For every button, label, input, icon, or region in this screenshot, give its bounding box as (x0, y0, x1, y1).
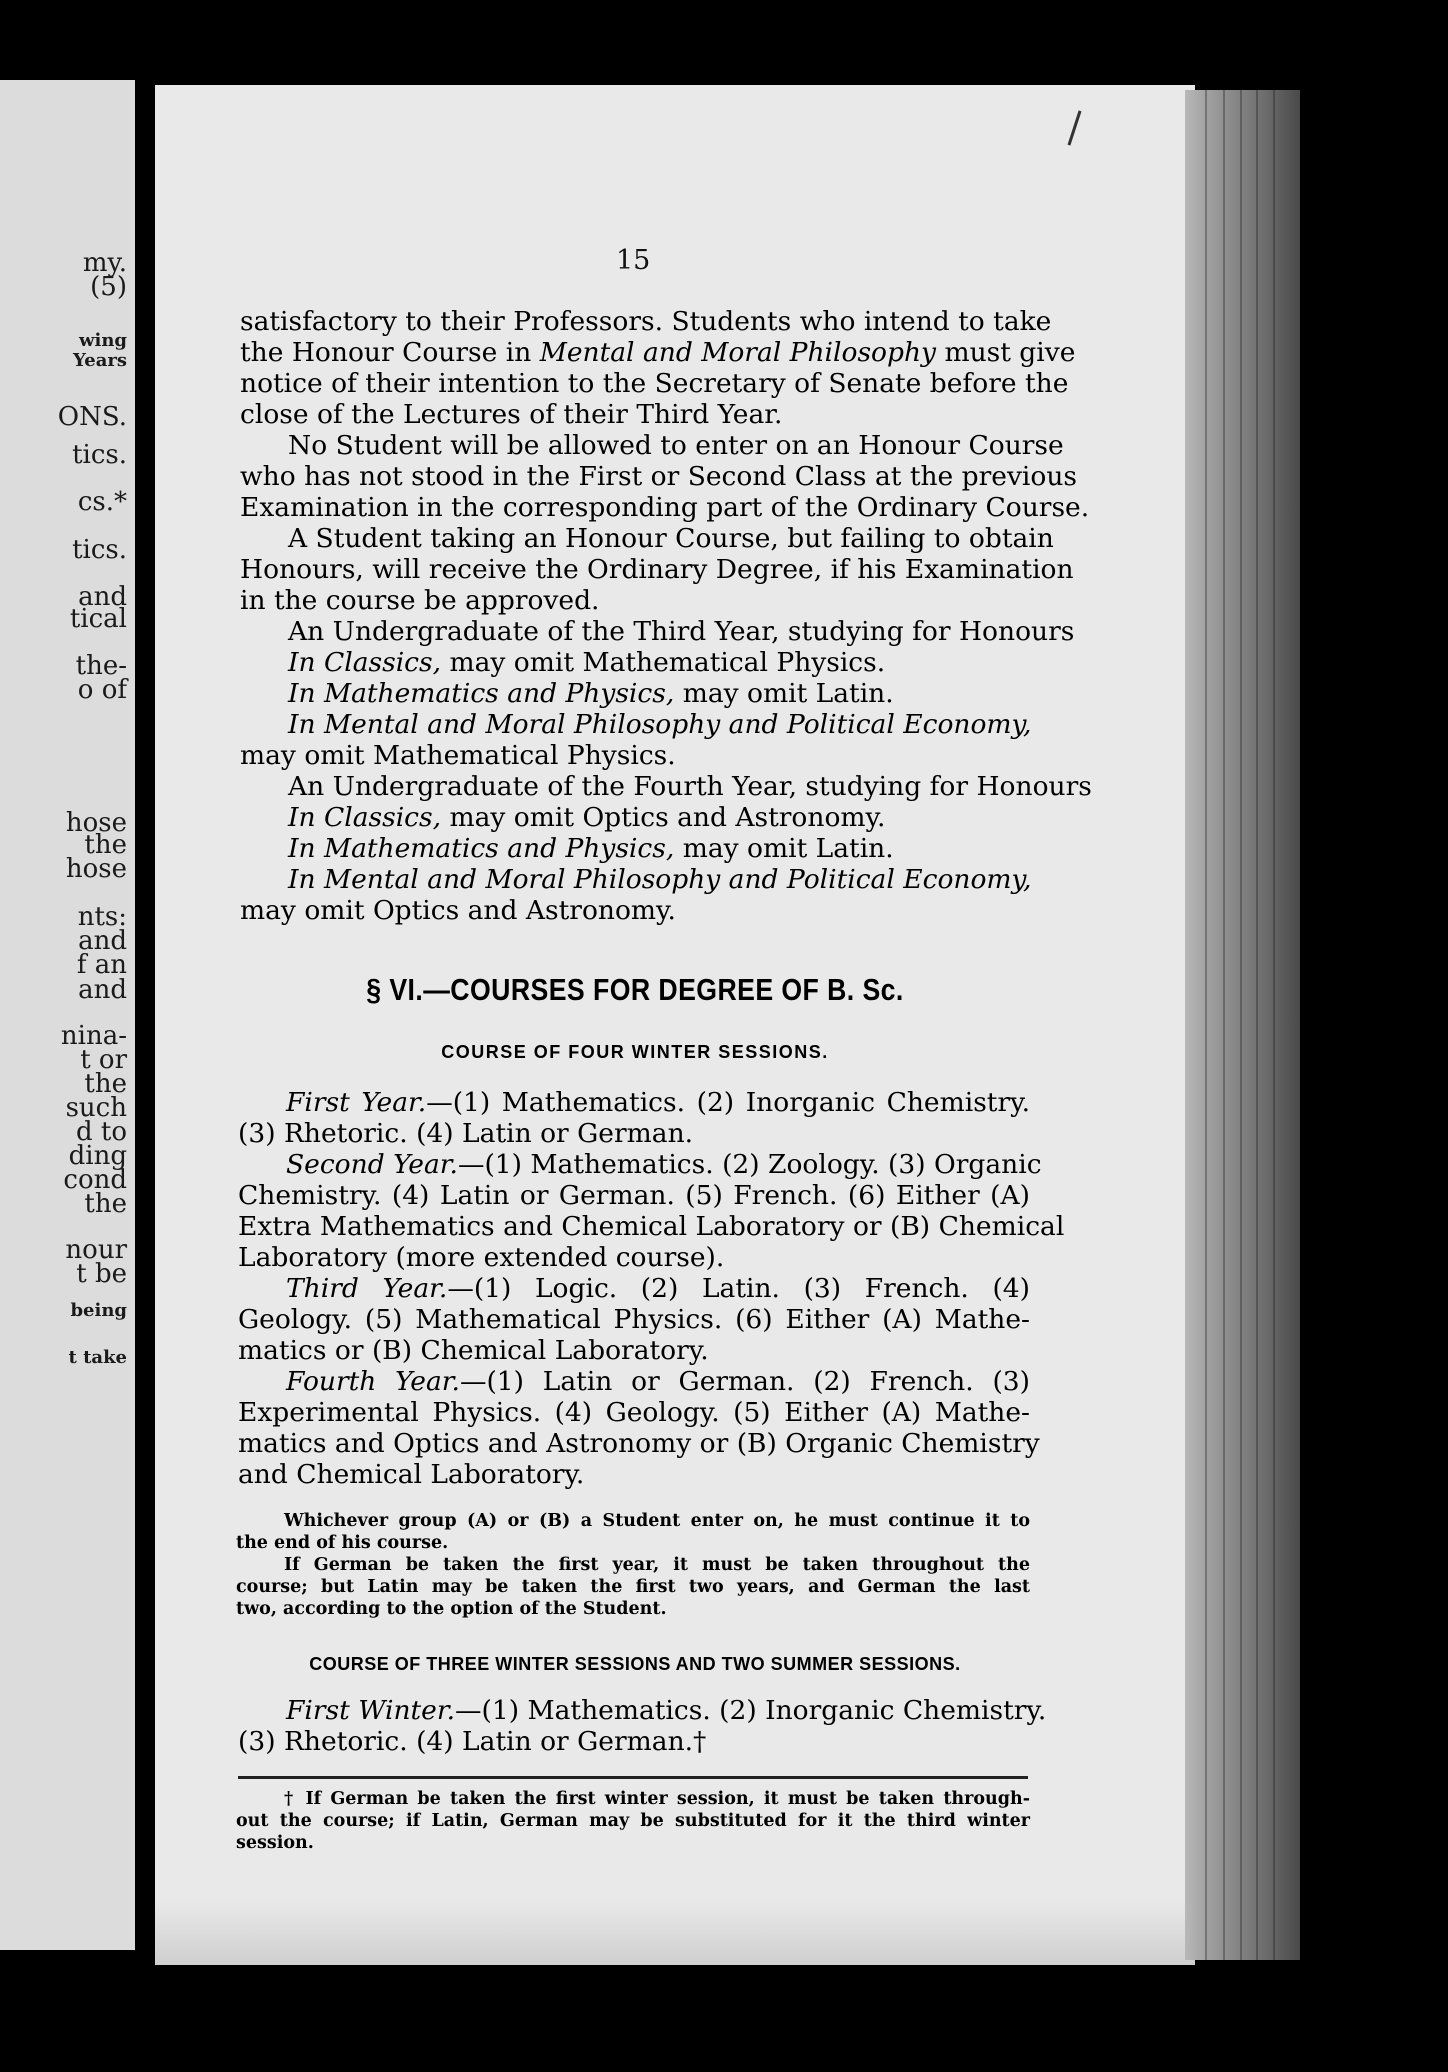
left-page-text-fragment: hose (65, 808, 127, 838)
second-year-line: Laboratory (more extended course). (238, 1242, 725, 1273)
fourth-year-line: and Chemical Laboratory. (238, 1459, 585, 1490)
math-label: In Mathematics and Physics, (288, 678, 675, 709)
fourth-year-line (238, 1366, 1030, 1397)
note-line: course; but Latin may be taken the first two years, and German the last (236, 1577, 1030, 1597)
first-winter-text: —(1) Mathematics. (2) Inorganic Chemistry. (455, 1695, 1047, 1726)
para3-line: in the course be approved. (240, 585, 600, 616)
third-year-mental-text: may omit Mathematical Physics. (240, 740, 676, 771)
classics-text: may omit Mathematical Physics. (441, 647, 886, 678)
first-winter-line: (3) Rhetoric. (4) Latin or German.† (238, 1726, 707, 1757)
second-year-line (238, 1149, 1042, 1180)
fourth-year-mental-text: may omit Optics and Astronomy. (240, 895, 676, 926)
para2-line: who has not stood in the First or Second Class at the previous (240, 461, 1078, 492)
fourth-year-line: matics and Optics and Astronomy or (B) Organic Chemistry (238, 1428, 1040, 1459)
first-year-label: First Year. (286, 1087, 427, 1118)
left-page-text-fragment: tical (69, 604, 127, 634)
third-year-line: Geology. (5) Mathematical Physics. (6) Either (A) Mathe- (238, 1304, 1030, 1335)
left-page-text-fragment: my. (82, 248, 127, 278)
left-page-text-fragment: nina- (60, 1021, 127, 1051)
left-page-text-fragment: such (65, 1093, 127, 1123)
left-page-text-fragment: ONS. (57, 402, 127, 432)
para3-line: Honours, will receive the Ordinary Degree, if his Examination (240, 554, 1074, 585)
subhead-four-sessions: COURSE OF FOUR WINTER SESSIONS. (441, 1042, 829, 1062)
third-year-intro: An Undergraduate of the Third Year, studying for Honours (288, 616, 1075, 647)
left-page-text-fragment: cs.* (77, 487, 127, 517)
third-year-line: matics or (B) Chemical Laboratory. (238, 1335, 709, 1366)
left-page-text-fragment: tics. (72, 440, 127, 470)
third-year-mental (240, 709, 1030, 740)
left-page-text-fragment: the (84, 830, 127, 860)
left-page-text-fragment: t take (68, 1347, 127, 1368)
second-year-line: Chemistry. (4) Latin or German. (5) French. (6) Either (A) (238, 1180, 1030, 1211)
para1-line-italic (240, 337, 1076, 368)
note-line: two, according to the option of the Student. (236, 1599, 667, 1619)
third-year-label: Third Year. (286, 1273, 448, 1304)
para3-line: A Student taking an Honour Course, but failing to obtain (288, 523, 1054, 554)
left-page-fragment (0, 80, 135, 1950)
left-page-text-fragment: f an (76, 950, 127, 980)
left-page-text-fragment: and (78, 975, 127, 1005)
note-line: Whichever group (A) or (B) a Student enter on, he must continue it to (284, 1511, 1030, 1531)
note-line: If German be taken the first year, it must be taken throughout the (284, 1555, 1030, 1575)
second-year-text: —(1) Mathematics. (2) Zoology. (3) Organic (457, 1149, 1042, 1180)
first-year-line (238, 1087, 1030, 1118)
italic-phrase: Mental and Moral Philosophy (539, 337, 937, 368)
para2-line: No Student will be allowed to enter on an Honour Course (288, 430, 1064, 461)
three-sessions-block (238, 1695, 1047, 1757)
left-page-text-fragment: nts: (77, 902, 127, 932)
math-text: may omit Latin. (674, 833, 894, 864)
left-page-text-fragment: and (78, 582, 127, 612)
left-page-text-fragment: cond (63, 1165, 127, 1195)
left-page-text-fragment: Years (72, 350, 127, 371)
classics-text: may omit Optics and Astronomy. (441, 802, 886, 833)
left-page-text-fragment: wing (78, 330, 127, 351)
classics-label: In Classics, (288, 647, 442, 678)
text-segment: must give (936, 337, 1076, 368)
left-page-text-fragment: t be (76, 1259, 127, 1289)
fourth-year-text: —(1) Latin or German. (2) French. (3) (459, 1366, 1030, 1397)
left-page-text-fragment: being (70, 1300, 127, 1321)
third-year-classics (240, 647, 1030, 678)
footnote-line: out the course; if Latin, German may be substituted for it the third winter (236, 1811, 1030, 1831)
left-page-text-fragment: o of (77, 675, 127, 705)
left-page-text-fragment: hose (65, 854, 127, 884)
para2-line: Examination in the corresponding part of the Ordinary Course. (240, 492, 1090, 523)
left-page-text-fragment: d to (75, 1117, 127, 1147)
left-page-text-fragment: tics. (72, 535, 127, 565)
fourth-year-line: Experimental Physics. (4) Geology. (5) Either (A) Mathe- (238, 1397, 1030, 1428)
footnote-rule (238, 1776, 1028, 1779)
left-page-text-fragment: t or (80, 1045, 127, 1075)
fourth-year-math (240, 833, 1030, 864)
first-year-line: (3) Rhetoric. (4) Latin or German. (238, 1118, 694, 1149)
math-label: In Mathematics and Physics, (288, 833, 675, 864)
subhead-three-sessions: COURSE OF THREE WINTER SESSIONS AND TWO SUMMER SESSIONS. (309, 1654, 961, 1674)
text-segment: the Honour Course in (240, 337, 540, 368)
third-year-math (240, 678, 1030, 709)
left-page-text-fragment: the- (75, 651, 127, 681)
four-sessions-block (238, 1087, 1065, 1490)
page-number: 15 (616, 245, 651, 276)
footnote-line: session. (236, 1833, 314, 1853)
math-text: may omit Latin. (674, 678, 894, 709)
third-year-line (238, 1273, 1030, 1304)
notes-block (236, 1510, 1030, 1620)
third-year-text: —(1) Logic. (2) Latin. (3) French. (4) (447, 1273, 1030, 1304)
left-page-text-fragment: and (78, 926, 127, 956)
left-page-text-fragment: (5) (90, 272, 127, 302)
fourth-year-label: Fourth Year. (286, 1366, 460, 1397)
left-page-text-fragment: nour (65, 1235, 127, 1265)
mental-label: In Mental and Moral Philosophy and Political Economy, (288, 864, 1032, 895)
para1-line: close of the Lectures of their Third Year. (240, 399, 783, 430)
honours-text (240, 306, 1092, 926)
section-heading: § VI.—COURSES FOR DEGREE OF B. Sc. (366, 972, 904, 1007)
note-line: the end of his course. (236, 1533, 449, 1553)
page-bottom-shadow (155, 1900, 1195, 1965)
first-winter-label: First Winter. (286, 1695, 456, 1726)
first-year-text: —(1) Mathematics. (2) Inorganic Chemistry. (426, 1087, 1030, 1118)
para1-line: satisfactory to their Professors. Students who intend to take (240, 306, 1052, 337)
classics-label: In Classics, (288, 802, 442, 833)
fourth-year-mental (240, 864, 1030, 895)
mental-label: In Mental and Moral Philosophy and Political Economy, (288, 709, 1032, 740)
second-year-line: Extra Mathematics and Chemical Laboratory or (B) Chemical (238, 1211, 1065, 1242)
fourth-year-intro: An Undergraduate of the Fourth Year, studying for Honours (288, 771, 1092, 802)
first-winter-line (238, 1695, 1047, 1726)
footnote-line: † If German be taken the first winter session, it must be taken through- (284, 1789, 1030, 1809)
page-edge (1185, 90, 1300, 1960)
left-page-text-fragment: ding (68, 1141, 127, 1171)
second-year-label: Second Year. (286, 1149, 458, 1180)
left-page-text-fragment: the (84, 1189, 127, 1219)
para1-line: notice of their intention to the Secretary of Senate before the (240, 368, 1069, 399)
footnote (236, 1788, 1030, 1854)
left-page-text-fragment: the (84, 1069, 127, 1099)
fourth-year-classics (240, 802, 1030, 833)
